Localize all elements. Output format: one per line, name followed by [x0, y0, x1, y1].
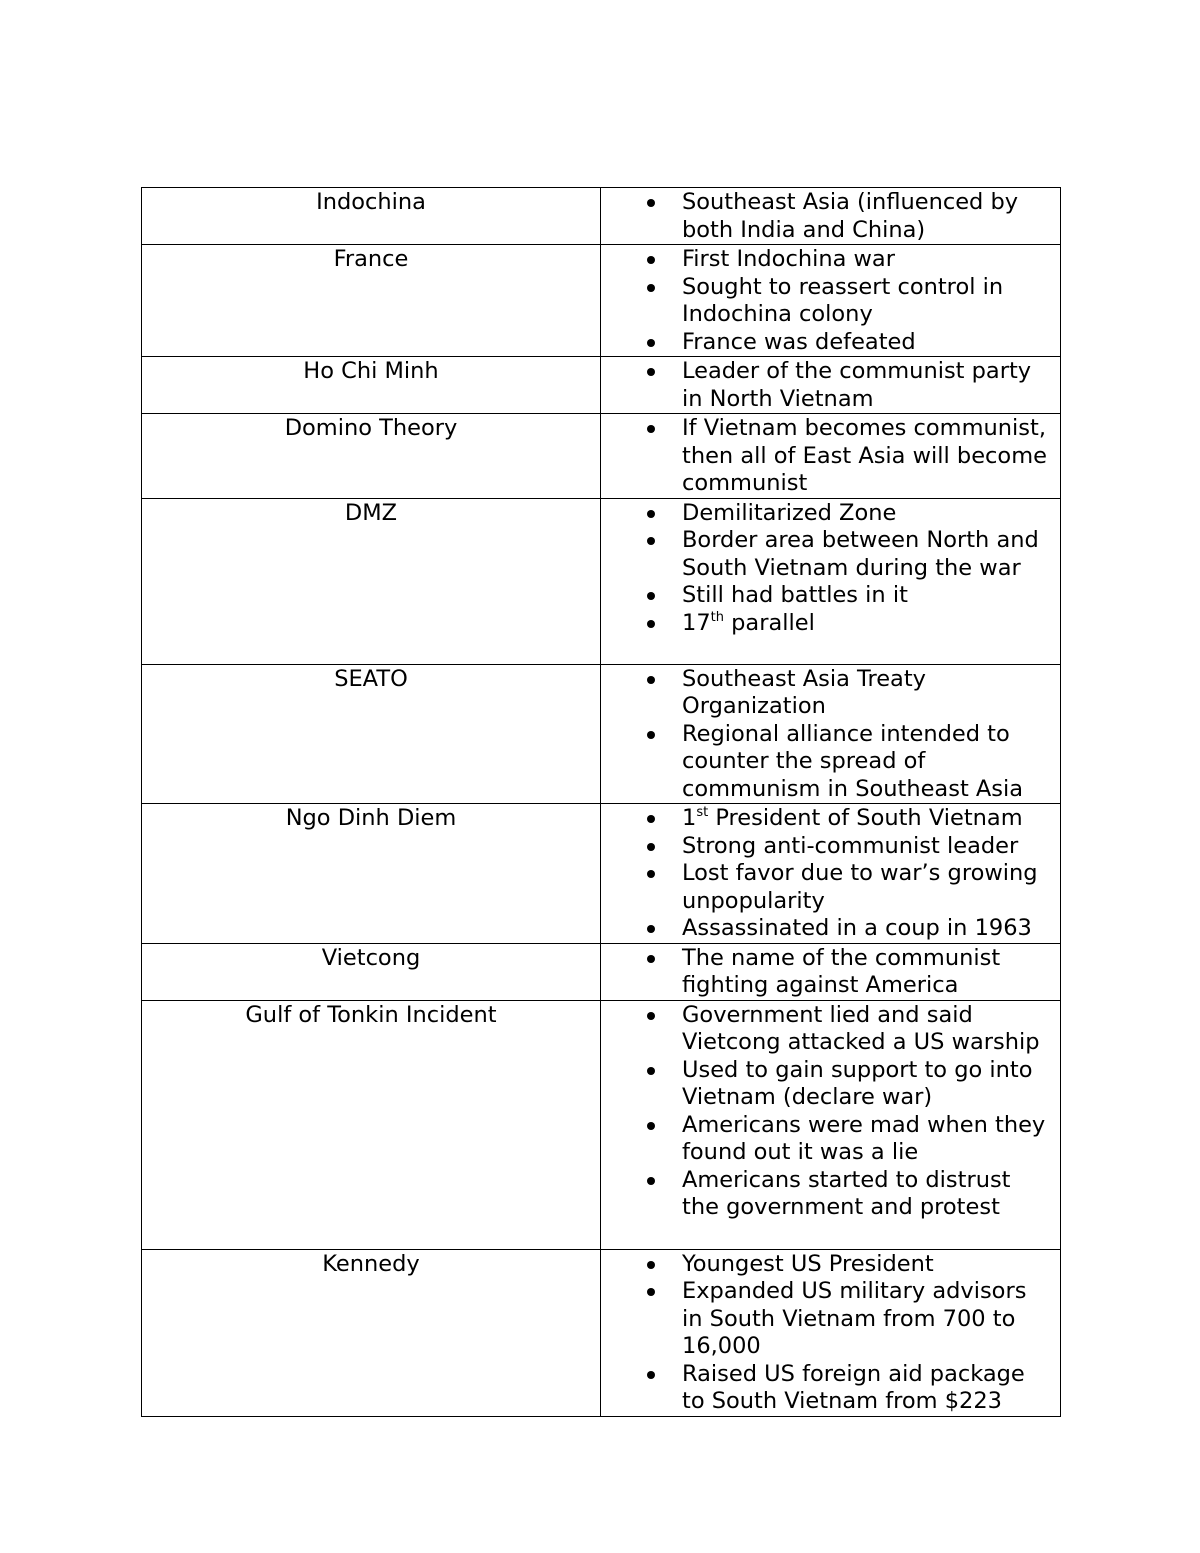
bullet-item: If Vietnam becomes communist, then all of East Asia will become communist [601, 415, 1060, 498]
bullet-list [601, 189, 1060, 244]
bullet-item: First Indochina war [601, 246, 1060, 274]
table-row [142, 1249, 1061, 1416]
term-text: Kennedy [322, 1250, 420, 1277]
table-row [142, 188, 1061, 245]
table-row [142, 357, 1061, 414]
term-cell [142, 357, 601, 414]
bullet-item: Used to gain support to go into Vietnam (declare war) [601, 1057, 1060, 1112]
table-row [142, 943, 1061, 1000]
definition-cell [601, 1249, 1061, 1416]
term-cell [142, 1000, 601, 1249]
term-text: DMZ [344, 499, 398, 526]
definition-cell [601, 1000, 1061, 1249]
term-cell [142, 498, 601, 664]
bullet-list [601, 666, 1060, 804]
term-cell [142, 804, 601, 944]
bullet-item: Still had battles in it [601, 582, 1060, 610]
bullet-text-rest: President of South Vietnam [708, 805, 1023, 831]
term-text: Gulf of Tonkin Incident [245, 1001, 497, 1028]
bullet-item: Assassinated in a coup in 1963 [601, 915, 1060, 943]
bullet-list [601, 1251, 1060, 1416]
bullet-item: Leader of the communist party in North Vietnam [601, 358, 1060, 413]
bullet-item: Southeast Asia Treaty Organization [601, 666, 1060, 721]
definition-cell [601, 414, 1061, 499]
definition-cell [601, 188, 1061, 245]
bullet-item: Lost favor due to war’s growing unpopularity [601, 860, 1060, 915]
bullet-list [601, 945, 1060, 1000]
definition-cell [601, 498, 1061, 664]
definition-cell [601, 943, 1061, 1000]
term-cell [142, 188, 601, 245]
term-text: Indochina [316, 189, 426, 215]
table-row [142, 804, 1061, 944]
definition-cell [601, 804, 1061, 944]
bullet-item: Strong anti-communist leader [601, 833, 1060, 861]
bullet-item [601, 805, 1060, 833]
table-row [142, 664, 1061, 804]
bullet-item: France was defeated [601, 329, 1060, 357]
bullet-item: Americans were mad when they found out it was a lie [601, 1112, 1060, 1167]
bullet-text-number: 1 [682, 805, 697, 831]
term-text: France [333, 246, 409, 272]
definition-cell [601, 245, 1061, 357]
bullet-item: Government lied and said Vietcong attacked a US warship [601, 1002, 1060, 1057]
term-text: Vietcong [321, 944, 421, 971]
bullet-list [601, 415, 1060, 498]
bullet-item: Demilitarized Zone [601, 500, 1060, 528]
bullet-list [601, 1002, 1060, 1222]
table-row [142, 245, 1061, 357]
term-text: SEATO [334, 665, 408, 692]
table-row [142, 498, 1061, 664]
bullet-item: Border area between North and South Vietnam during the war [601, 527, 1060, 582]
term-cell [142, 245, 601, 357]
definition-cell [601, 664, 1061, 804]
ordinal-suffix: st [696, 805, 709, 820]
bullet-item: Expanded US military advisors in South Vietnam from 700 to 16,000 [601, 1278, 1060, 1361]
vocab-table [141, 187, 1061, 1417]
term-text: Ho Chi Minh [303, 358, 439, 384]
bullet-list [601, 246, 1060, 356]
term-cell [142, 943, 601, 1000]
term-cell [142, 1249, 601, 1416]
bullet-list [601, 805, 1060, 943]
table-row [142, 414, 1061, 499]
term-cell [142, 414, 601, 499]
bullet-item: Southeast Asia (influenced by both India and China) [601, 189, 1060, 244]
ordinal-suffix: th [710, 609, 724, 625]
bullet-item: Regional alliance intended to counter the spread of communism in Southeast Asia [601, 721, 1060, 804]
definition-cell [601, 357, 1061, 414]
bullet-item: Youngest US President [601, 1251, 1060, 1279]
bullet-item: Raised US foreign aid package to South Vietnam from $223 [601, 1361, 1060, 1416]
bullet-item: The name of the communist fighting against America [601, 945, 1060, 1000]
bullet-list [601, 358, 1060, 413]
term-text: Ngo Dinh Diem [285, 805, 457, 831]
bullet-text-rest: parallel [723, 609, 815, 636]
bullet-list [601, 500, 1060, 638]
term-cell [142, 664, 601, 804]
bullet-item [601, 610, 1060, 638]
table-row [142, 1000, 1061, 1249]
bullet-text-number: 17 [682, 609, 711, 636]
term-text: Domino Theory [284, 415, 458, 441]
bullet-item: Americans started to distrust the government and protest [601, 1167, 1060, 1222]
bullet-item: Sought to reassert control in Indochina colony [601, 274, 1060, 329]
